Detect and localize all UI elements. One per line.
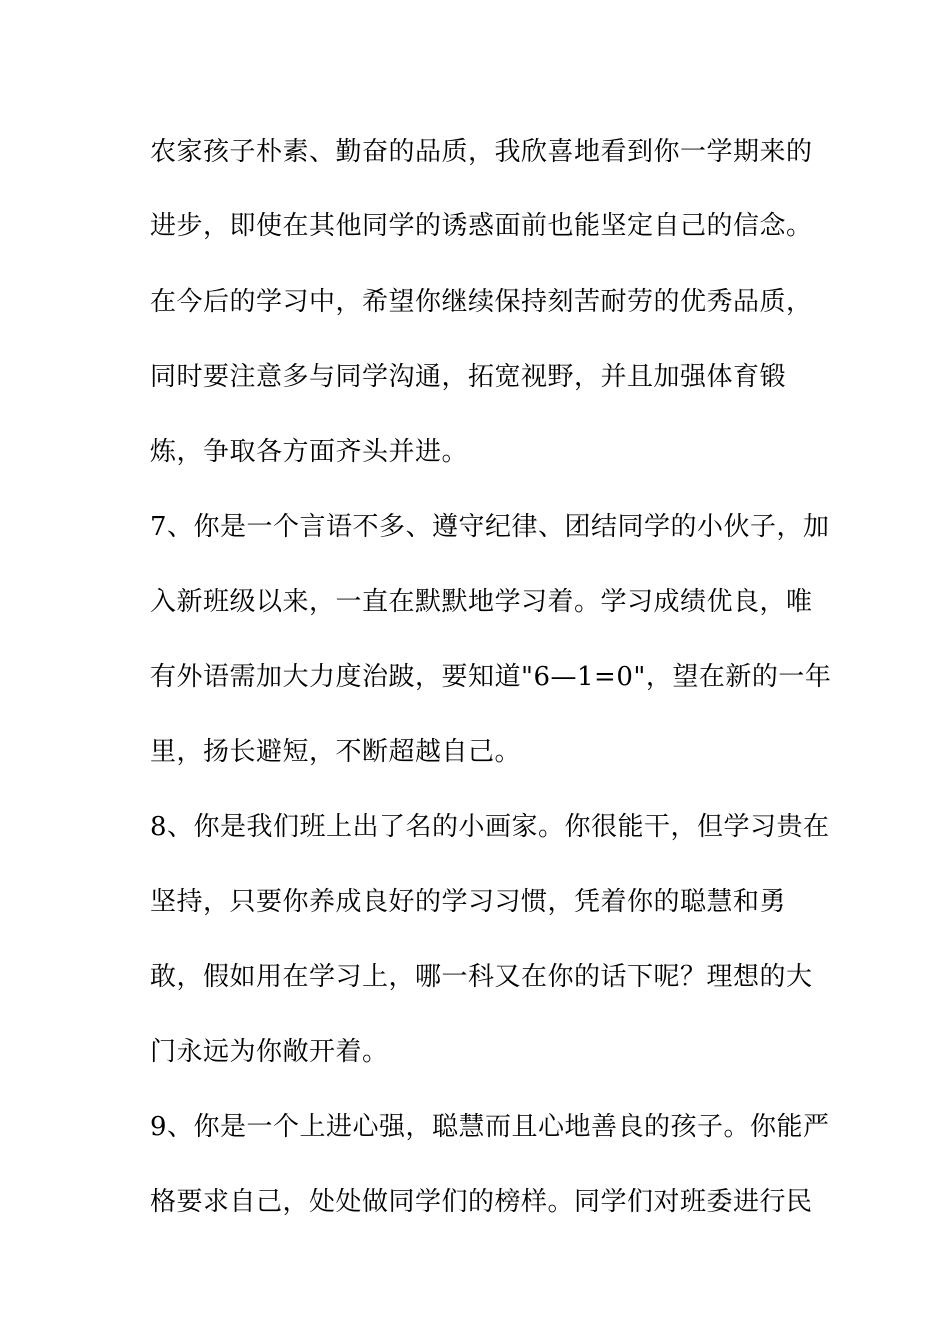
text-line: 进步，即使在其他同学的诱惑面前也能坚定自己的信念。 [150, 211, 813, 241]
text-line: 坚持，只要你养成良好的学习习惯，凭着你的聪慧和勇 [150, 887, 787, 917]
text-line: 门永远为你敞开着。 [150, 1037, 389, 1067]
text-line: 入新班级以来，一直在默默地学习着。学习成绩优良，唯 [150, 587, 813, 617]
text-line: 在今后的学习中，希望你继续保持刻苦耐劳的优秀品质， [150, 287, 813, 317]
text-line: 7、你是一个言语不多、遵守纪律、团结同学的小伙子，加 [150, 512, 830, 542]
text-line: 9、你是一个上进心强，聪慧而且心地善良的孩子。你能严 [150, 1112, 830, 1142]
text-line: 同时要注意多与同学沟通，拓宽视野，并且加强体育锻 [150, 362, 787, 392]
text-line: 格要求自己，处处做同学们的榜样。同学们对班委进行民 [150, 1187, 813, 1217]
text-line: 8、你是我们班上出了名的小画家。你很能干，但学习贵在 [150, 812, 830, 842]
text-line: 有外语需加大力度治跛，要知道"6—1=0"，望在新的一年 [150, 662, 832, 692]
text-line: 里，扬长避短，不断超越自己。 [150, 737, 522, 767]
text-line: 敢，假如用在学习上，哪一科又在你的话下呢？理想的大 [150, 962, 813, 992]
text-line: 炼，争取各方面齐头并进。 [150, 437, 469, 467]
text-line: 农家孩子朴素、勤奋的品质，我欣喜地看到你一学期来的 [150, 137, 813, 167]
